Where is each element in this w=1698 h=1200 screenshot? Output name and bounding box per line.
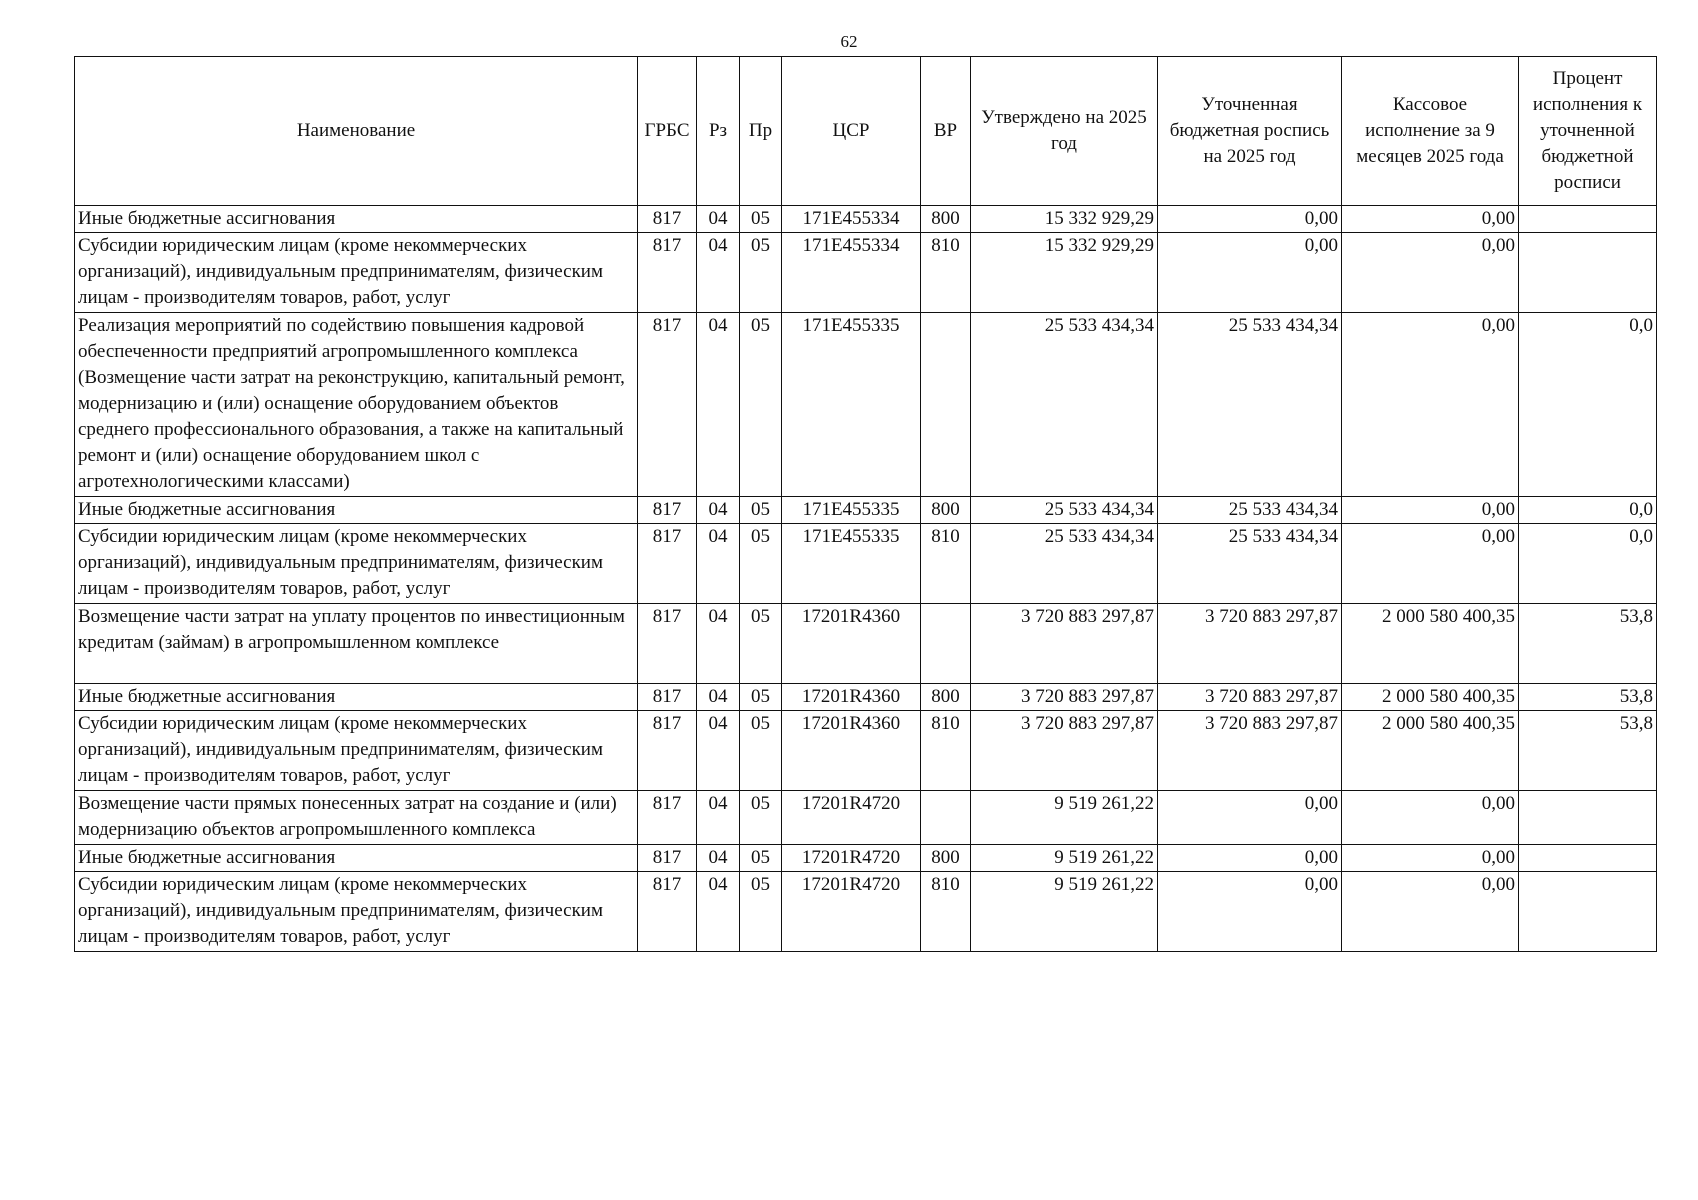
cell-name: Иные бюджетные ассигнования: [75, 684, 638, 711]
header-approved: Утверждено на 2025 год: [971, 57, 1158, 206]
table-header: [75, 57, 1657, 206]
cell-grbs: 817: [638, 313, 697, 497]
cell-rz: 04: [697, 233, 740, 313]
cell-pr: 05: [740, 711, 782, 791]
cell-vr: [921, 604, 971, 684]
cell-vr: 810: [921, 524, 971, 604]
cell-cash: 0,00: [1342, 206, 1519, 233]
cell-cash: 0,00: [1342, 791, 1519, 845]
cell-csr: 171E455334: [782, 206, 921, 233]
cell-rz: 04: [697, 604, 740, 684]
cell-refined: 3 720 883 297,87: [1158, 604, 1342, 684]
table-row: [75, 233, 1657, 313]
cell-vr: [921, 791, 971, 845]
cell-percent: 53,8: [1519, 604, 1657, 684]
cell-pr: 05: [740, 684, 782, 711]
header-csr: ЦСР: [782, 57, 921, 206]
cell-vr: [921, 313, 971, 497]
cell-refined: 0,00: [1158, 206, 1342, 233]
cell-name: Субсидии юридическим лицам (кроме некоммерческих организаций), индивидуальным предпринимателям, физическим лицам - производителям товаров, работ, услуг: [75, 233, 638, 313]
cell-percent: 0,0: [1519, 524, 1657, 604]
cell-approved: 25 533 434,34: [971, 497, 1158, 524]
table-row: [75, 604, 1657, 684]
cell-rz: 04: [697, 524, 740, 604]
cell-cash: 2 000 580 400,35: [1342, 711, 1519, 791]
cell-name: Субсидии юридическим лицам (кроме некоммерческих организаций), индивидуальным предпринимателям, физическим лицам - производителям товаров, работ, услуг: [75, 524, 638, 604]
cell-refined: 0,00: [1158, 845, 1342, 872]
cell-vr: 810: [921, 233, 971, 313]
cell-grbs: 817: [638, 872, 697, 952]
cell-approved: 25 533 434,34: [971, 524, 1158, 604]
budget-table: [74, 56, 1657, 952]
cell-rz: 04: [697, 313, 740, 497]
table-row: [75, 872, 1657, 952]
cell-approved: 3 720 883 297,87: [971, 684, 1158, 711]
header-name: Наименование: [75, 57, 638, 206]
cell-name: Иные бюджетные ассигнования: [75, 206, 638, 233]
table-row: [75, 206, 1657, 233]
cell-csr: 17201R4360: [782, 684, 921, 711]
cell-approved: 9 519 261,22: [971, 791, 1158, 845]
cell-name: Иные бюджетные ассигнования: [75, 497, 638, 524]
cell-percent: [1519, 791, 1657, 845]
table-body: [75, 206, 1657, 952]
cell-cash: 0,00: [1342, 845, 1519, 872]
cell-csr: 171E455335: [782, 313, 921, 497]
cell-cash: 0,00: [1342, 313, 1519, 497]
cell-pr: 05: [740, 791, 782, 845]
table-row: [75, 497, 1657, 524]
cell-pr: 05: [740, 604, 782, 684]
cell-grbs: 817: [638, 497, 697, 524]
cell-refined: 25 533 434,34: [1158, 497, 1342, 524]
cell-grbs: 817: [638, 791, 697, 845]
cell-csr: 171E455335: [782, 524, 921, 604]
cell-cash: 0,00: [1342, 872, 1519, 952]
cell-approved: 15 332 929,29: [971, 206, 1158, 233]
cell-approved: 25 533 434,34: [971, 313, 1158, 497]
header-rz: Рз: [697, 57, 740, 206]
cell-name: Возмещение части прямых понесенных затрат на создание и (или) модернизацию объектов агропромышленного комплекса: [75, 791, 638, 845]
cell-grbs: 817: [638, 711, 697, 791]
cell-grbs: 817: [638, 206, 697, 233]
cell-percent: [1519, 206, 1657, 233]
cell-approved: 9 519 261,22: [971, 845, 1158, 872]
cell-cash: 0,00: [1342, 524, 1519, 604]
cell-approved: 15 332 929,29: [971, 233, 1158, 313]
cell-rz: 04: [697, 791, 740, 845]
cell-pr: 05: [740, 206, 782, 233]
cell-approved: 3 720 883 297,87: [971, 711, 1158, 791]
header-refined: Уточненная бюджетная роспись на 2025 год: [1158, 57, 1342, 206]
table-row: [75, 711, 1657, 791]
cell-grbs: 817: [638, 845, 697, 872]
cell-name: Иные бюджетные ассигнования: [75, 845, 638, 872]
cell-refined: 3 720 883 297,87: [1158, 684, 1342, 711]
table-row: [75, 524, 1657, 604]
cell-pr: 05: [740, 524, 782, 604]
cell-csr: 17201R4720: [782, 791, 921, 845]
cell-rz: 04: [697, 206, 740, 233]
cell-percent: 0,0: [1519, 313, 1657, 497]
header-pr: Пр: [740, 57, 782, 206]
cell-name: Субсидии юридическим лицам (кроме некоммерческих организаций), индивидуальным предпринимателям, физическим лицам - производителям товаров, работ, услуг: [75, 711, 638, 791]
cell-csr: 171E455335: [782, 497, 921, 524]
cell-cash: 2 000 580 400,35: [1342, 684, 1519, 711]
cell-grbs: 817: [638, 604, 697, 684]
cell-csr: 17201R4360: [782, 711, 921, 791]
cell-pr: 05: [740, 872, 782, 952]
page-number: 62: [840, 32, 858, 51]
cell-csr: 17201R4720: [782, 845, 921, 872]
cell-refined: 25 533 434,34: [1158, 524, 1342, 604]
cell-csr: 17201R4720: [782, 872, 921, 952]
cell-vr: 810: [921, 872, 971, 952]
cell-name: Субсидии юридическим лицам (кроме некоммерческих организаций), индивидуальным предпринимателям, физическим лицам - производителям товаров, работ, услуг: [75, 872, 638, 952]
cell-pr: 05: [740, 313, 782, 497]
cell-refined: 3 720 883 297,87: [1158, 711, 1342, 791]
table-row: [75, 313, 1657, 497]
cell-name: Реализация мероприятий по содействию повышения кадровой обеспеченности предприятий агропромышленного комплекса (Возмещение части затрат на реконструкцию, капитальный ремонт, модернизацию и (или) оснащение оборудованием объектов среднего профессионального образования, а также на капитальный ремонт и (или) оснащение оборудованием школ с агротехнологическими классами): [75, 313, 638, 497]
header-vr: ВР: [921, 57, 971, 206]
cell-cash: 2 000 580 400,35: [1342, 604, 1519, 684]
cell-grbs: 817: [638, 684, 697, 711]
cell-vr: 800: [921, 845, 971, 872]
cell-rz: 04: [697, 497, 740, 524]
cell-refined: 0,00: [1158, 233, 1342, 313]
cell-rz: 04: [697, 845, 740, 872]
cell-percent: 0,0: [1519, 497, 1657, 524]
cell-vr: 800: [921, 497, 971, 524]
cell-percent: 53,8: [1519, 711, 1657, 791]
cell-grbs: 817: [638, 233, 697, 313]
cell-grbs: 817: [638, 524, 697, 604]
cell-rz: 04: [697, 684, 740, 711]
cell-pr: 05: [740, 233, 782, 313]
table-row: [75, 845, 1657, 872]
cell-refined: 25 533 434,34: [1158, 313, 1342, 497]
cell-name: Возмещение части затрат на уплату процентов по инвестиционным кредитам (займам) в агропромышленном комплексе: [75, 604, 638, 684]
cell-approved: 9 519 261,22: [971, 872, 1158, 952]
cell-refined: 0,00: [1158, 791, 1342, 845]
cell-pr: 05: [740, 497, 782, 524]
cell-rz: 04: [697, 872, 740, 952]
cell-percent: [1519, 233, 1657, 313]
table-row: [75, 684, 1657, 711]
table-row: [75, 791, 1657, 845]
cell-vr: 810: [921, 711, 971, 791]
cell-csr: 17201R4360: [782, 604, 921, 684]
cell-refined: 0,00: [1158, 872, 1342, 952]
cell-approved: 3 720 883 297,87: [971, 604, 1158, 684]
cell-percent: [1519, 845, 1657, 872]
cell-cash: 0,00: [1342, 233, 1519, 313]
cell-vr: 800: [921, 684, 971, 711]
header-cash: Кассовое исполнение за 9 месяцев 2025 года: [1342, 57, 1519, 206]
cell-percent: [1519, 872, 1657, 952]
cell-percent: 53,8: [1519, 684, 1657, 711]
header-percent: Процент исполнения к уточненной бюджетной росписи: [1519, 57, 1657, 206]
cell-pr: 05: [740, 845, 782, 872]
cell-csr: 171E455334: [782, 233, 921, 313]
cell-cash: 0,00: [1342, 497, 1519, 524]
header-grbs: ГРБС: [638, 57, 697, 206]
cell-vr: 800: [921, 206, 971, 233]
cell-rz: 04: [697, 711, 740, 791]
